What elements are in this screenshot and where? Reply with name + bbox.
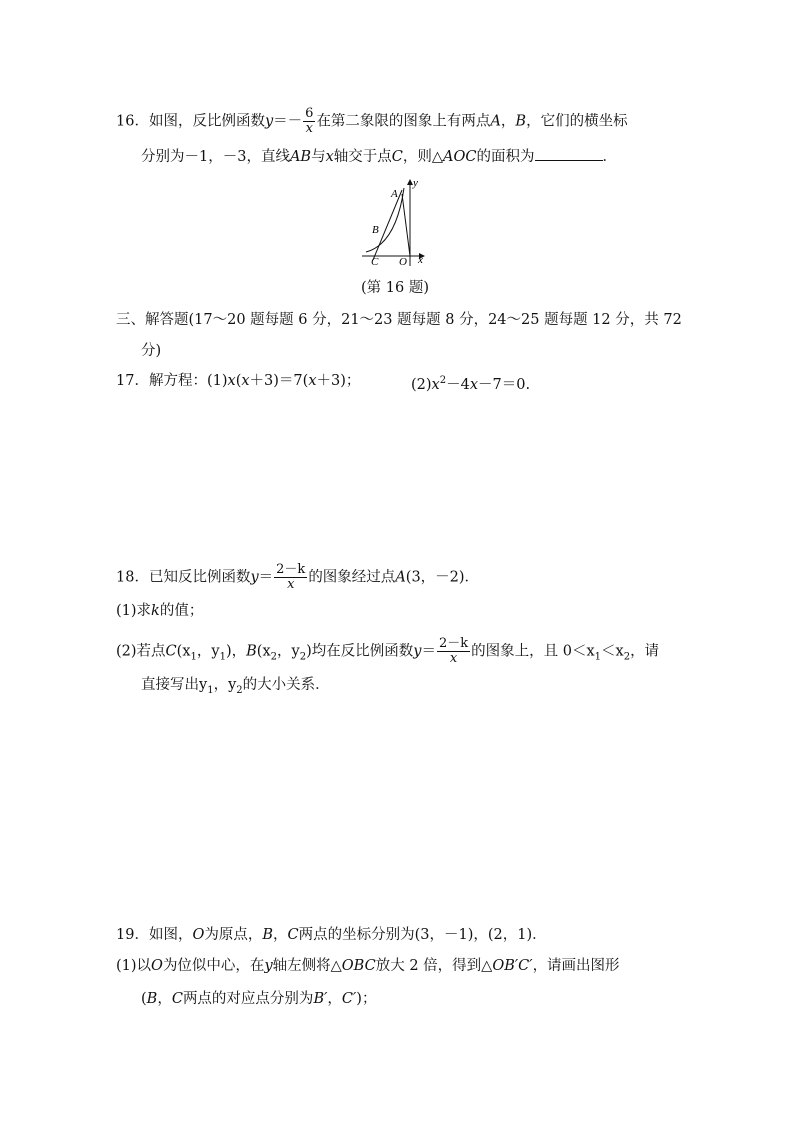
q18-stem: 18．已知反比例函数y＝ $\frac{2-k}{x}$ 的图象经过点A(3，－2)． <box>116 562 480 592</box>
label-A: A <box>391 188 398 200</box>
section-3-heading-cont: 分) <box>141 343 162 359</box>
q17: 17．解方程：(1)x(x＋3)＝7(x＋3)； <box>116 373 361 389</box>
label-x: x <box>418 254 423 266</box>
q16-line-1: 16．如图，反比例函数y＝－ $\frac{6}{x}$ 在第二象限的图象上有两点A，B，它们的横坐标 <box>116 106 628 136</box>
hyperbola-curve <box>366 188 404 252</box>
q19-stem: 19．如图，O为原点，B，C两点的坐标分别为(3，－1)，(2，1)． <box>116 927 547 943</box>
q16-fraction: $\frac{6}{x}$ <box>305 106 314 136</box>
q16-figure <box>358 174 438 270</box>
label-C: C <box>371 256 379 268</box>
segment-AO <box>402 194 410 256</box>
q16-line-2: 分别为－1，－3，直线AB与x轴交于点C，则△AOC的面积为 ． <box>141 146 617 167</box>
q18-sub-1: (1)求k的值； <box>116 603 204 619</box>
section-3-heading: 三、解答题(17～20 题每题 6 分，21～23 题每题 8 分，24～25 题每题 12 分，共 72 <box>116 312 682 328</box>
label-B: B <box>372 224 379 236</box>
q19-sub-1: (1)以O为位似中心，在y轴左侧将△OBC放大 2 倍，得到△OB′C′，请画出图形 <box>116 958 620 974</box>
answer-blank <box>535 146 603 161</box>
q18-fraction-2: $\frac{2-k}{x}$ <box>438 636 469 666</box>
q16-caption: (第 16 题) <box>361 280 429 296</box>
q17-part-2: $(2)x^2-4x-7=0$. <box>411 375 531 393</box>
q19-sub-1-cont: (B，C两点的对应点分别为B′，C′)； <box>141 991 377 1007</box>
q18-fraction: $\frac{2-k}{x}$ <box>276 562 306 592</box>
label-O: O <box>399 256 407 268</box>
label-y: y <box>413 177 418 189</box>
q18-sub-2-cont: 直接写出$y_1$，$y_2$的大小关系． <box>141 677 330 696</box>
q18-sub-2: (2)若点$C(x_1$，$y_1$)，$B(x_2$，$y_2$)均在反比例函数y＝ $\frac{2-k}{x}$ 的图象上，且 $0<x_1<x_2$，请 <box>116 636 660 666</box>
